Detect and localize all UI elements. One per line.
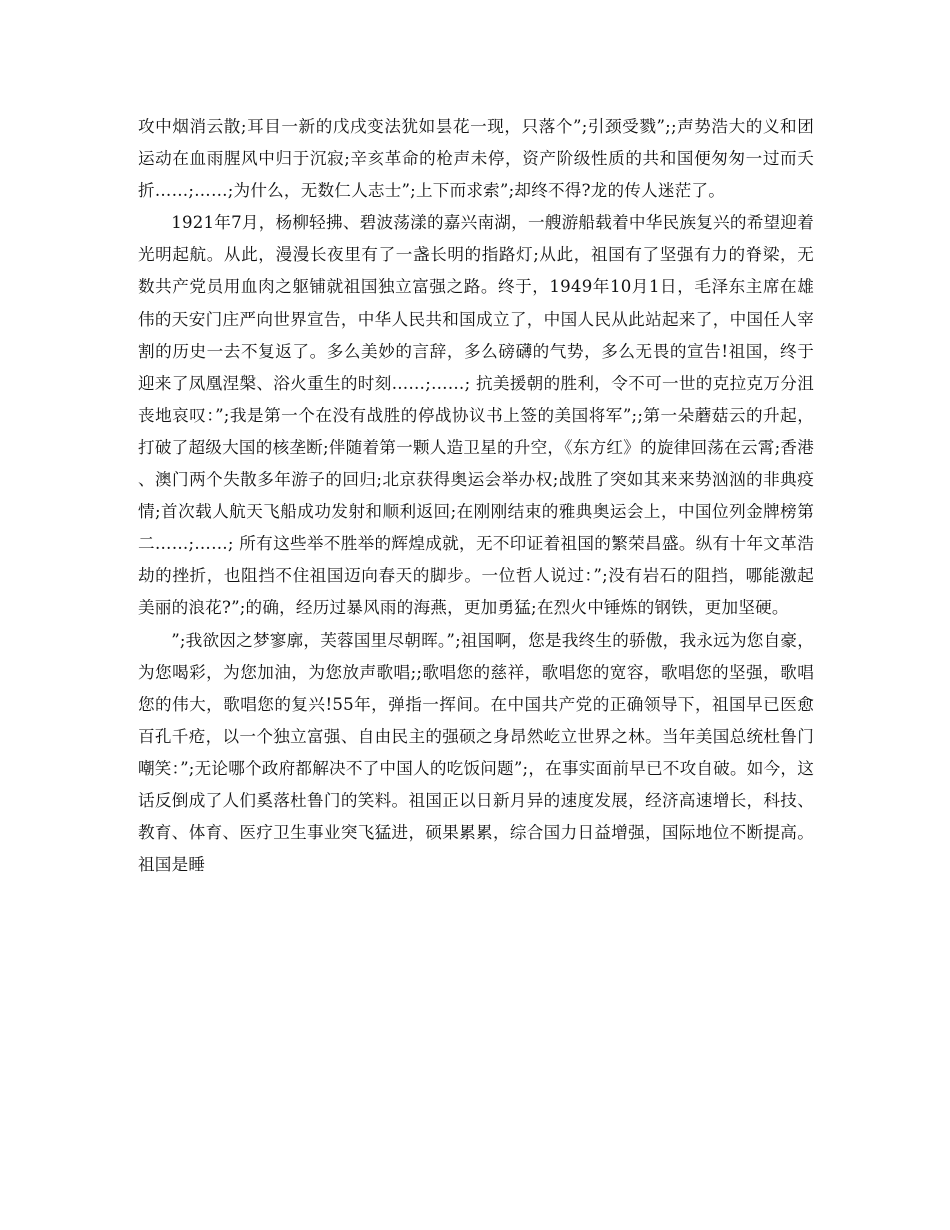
paragraph-2: 1921年7月，杨柳轻拂、碧波荡漾的嘉兴南湖，一艘游船载着中华民族复兴的希望迎着光明起航。从此，漫漫长夜里有了一盏长明的指路灯;从此，祖国有了坚强有力的脊梁，无数共产党员用血肉之躯铺就祖国独立富强之路。终于，1949年10月1日，毛泽东主席在雄伟的天安门庄严向世界宣告，中华人民共和国成立了，中国人民从此站起来了，中国任人宰割的历史一去不复返了。多么美妙的言辞，多么磅礴的气势，多么无畏的宣告!祖国，终于迎来了凤凰涅槃、浴火重生的时刻……;……; 抗美援朝的胜利，令不可一世的克拉克万分沮丧地哀叹：”;我是第一个在没有战胜的停战协议书上签的美国将军”;;第一朵蘑菇云的升起，打破了超级大国的核垄断;伴随着第一颗人造卫星的升空，《东方红》的旋律回荡在云霄;香港、澳门两个失散多年游子的回归;北京获得奥运会举办权;战胜了突如其来来势汹汹的非典疫情;首次载人航天飞船成功发射和顺利返回;在刚刚结束的雅典奥运会上，中国位列金牌榜第二……;……; 所有这些举不胜举的辉煌成就，无不印证着祖国的繁荣昌盛。纵有十年文革浩劫的挫折，也阻挡不住祖国迈向春天的脚步。一位哲人说过：”;没有岩石的阻挡，哪能激起美丽的浪花?”;的确，经历过暴风雨的海燕，更加勇猛;在烈火中锤炼的钢铁，更加坚硬。	[138, 213, 814, 618]
document-page	[138, 111, 814, 881]
paragraph-3: ”;我欲因之梦寥廓，芙蓉国里尽朝晖。”;祖国啊，您是我终生的骄傲，我永远为您自豪，为您喝彩，为您加油，为您放声歌唱;;歌唱您的慈祥，歌唱您的宽容，歌唱您的坚强，歌唱您的伟大，歌唱您的复兴!55年，弹指一挥间。在中国共产党的正确领导下，祖国早已医愈百孔千疮，以一个独立富强、自由民主的强硕之身昂然屹立世界之林。当年美国总统杜鲁门嘲笑：”;无论哪个政府都解决不了中国人的吃饭问题”;，在事实面前早已不攻自破。如今，这话反倒成了人们奚落杜鲁门的笑料。祖国正以日新月异的速度发展，经济高速增长，科技、教育、体育、医疗卫生事业突飞猛进，硕果累累，综合国力日益增强，国际地位不断提高。祖国是睡	[138, 630, 814, 875]
paragraph-1: 攻中烟消云散;耳目一新的戊戌变法犹如昙花一现，只落个”;引颈受戮”;;声势浩大的义和团运动在血雨腥风中归于沉寂;辛亥革命的枪声未停，资产阶级性质的共和国便匆匆一过而夭折……;……;为什么，无数仁人志士”;上下而求索”;却终不得?龙的传人迷茫了。	[138, 117, 814, 201]
